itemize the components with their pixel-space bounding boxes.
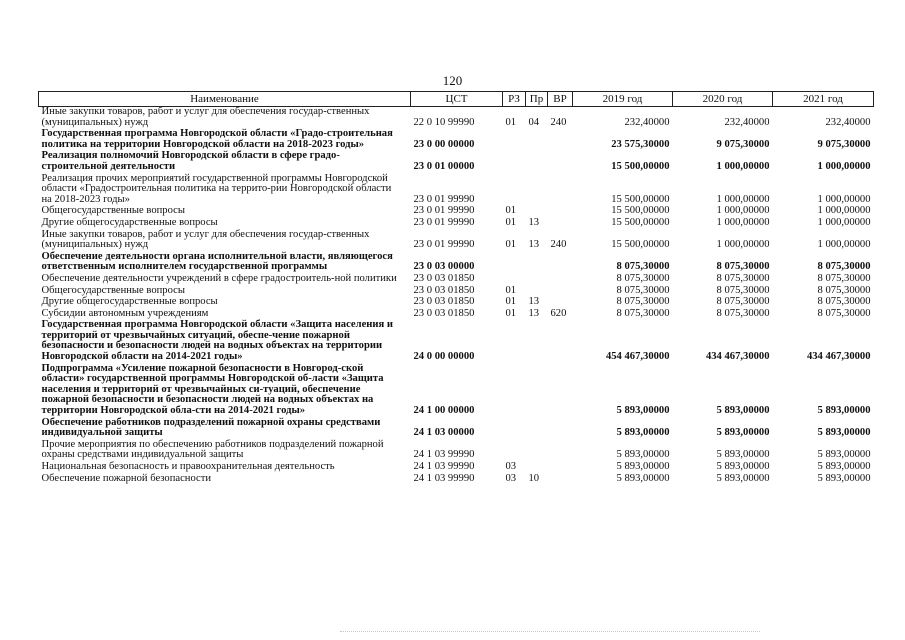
row-cst-cell: 24 1 03 99990 [413, 461, 475, 472]
row-cst-cell: 23 0 01 00000 [413, 160, 475, 172]
row-2020-cell: 8 075,30000 [716, 272, 770, 284]
row-vr-cell [548, 274, 573, 286]
table-row [39, 320, 874, 363]
row-2020-cell: 232,40000 [724, 116, 770, 128]
row-2021-cell: 5 893,00000 [817, 461, 871, 472]
col-header-2020: 2020 год [673, 92, 773, 107]
row-rz-cell: 03 [505, 461, 517, 472]
row-2021-cell: 434 467,30000 [806, 351, 871, 363]
row-2020-cell: 1 000,00000 [716, 239, 770, 251]
row-name-cell: Другие общегосударственные вопросы [41, 216, 218, 228]
row-name-cell: Обеспечение деятельности учреждений в сфере градостроитель-ной политики [41, 272, 397, 284]
row-name-cell: Другие общегосударственные вопросы [41, 296, 218, 308]
row-2020-cell: 5 893,00000 [716, 449, 770, 461]
row-vr-cell [548, 320, 573, 363]
row-rz-cell: 01 [505, 239, 517, 251]
row-2020-cell: 8 075,30000 [716, 284, 770, 296]
row-cst-cell: 23 0 01 99990 [413, 205, 475, 217]
row-2021-cell: 1 000,00000 [817, 216, 871, 228]
row-pr-cell [526, 462, 548, 474]
table-body [39, 107, 874, 486]
row-cst-cell: 24 0 00 00000 [413, 351, 475, 363]
row-vr-cell [548, 418, 573, 440]
row-cst-cell: 24 1 03 99990 [413, 472, 475, 484]
row-2021-cell: 1 000,00000 [817, 239, 871, 251]
row-pr-cell: 13 [528, 216, 540, 228]
row-rz-cell: 01 [505, 284, 517, 296]
row-2020-cell: 1 000,00000 [716, 216, 770, 228]
row-vr-cell [548, 218, 573, 230]
row-2019-cell: 15 500,00000 [611, 239, 670, 251]
row-2021-cell: 1 000,00000 [817, 193, 871, 205]
row-name-cell: Обеспечение пожарной безопасности [41, 472, 212, 484]
row-2019-cell: 5 893,00000 [616, 449, 670, 461]
row-cst-cell: 23 0 01 99990 [413, 216, 475, 228]
row-rz-cell [503, 418, 526, 440]
row-vr-cell [548, 151, 573, 173]
row-rz-cell [503, 274, 526, 286]
row-name-cell: Обеспечение деятельности органа исполнительной власти, являющегося ответственным исполнителем государственной программы [41, 250, 393, 273]
row-2020-cell: 5 893,00000 [716, 427, 770, 439]
table-row [39, 418, 874, 440]
row-2019-cell: 8 075,30000 [616, 284, 670, 296]
row-cst-cell: 23 0 01 99990 [413, 193, 475, 205]
row-name-cell: Общегосударственные вопросы [41, 284, 185, 296]
row-2021-cell: 1 000,00000 [817, 160, 871, 172]
row-vr-cell [548, 474, 573, 486]
row-vr-cell: 240 [550, 239, 567, 251]
row-cst-cell: 24 1 03 00000 [413, 427, 475, 439]
row-2019-cell: 23 575,30000 [611, 138, 670, 150]
row-name-cell: Национальная безопасность и правоохранительная деятельность [41, 461, 335, 472]
row-pr-cell: 04 [528, 116, 540, 128]
row-2019-cell: 5 893,00000 [616, 405, 670, 417]
row-vr-cell [548, 364, 573, 418]
row-cst-cell: 23 0 03 00000 [413, 261, 475, 273]
row-2019-cell: 15 500,00000 [611, 193, 670, 205]
table-row [39, 297, 874, 309]
row-pr-cell: 10 [528, 472, 540, 484]
row-pr-cell [526, 364, 548, 418]
row-2020-cell: 8 075,30000 [716, 261, 770, 273]
row-2021-cell: 1 000,00000 [817, 205, 871, 217]
row-vr-cell [548, 252, 573, 274]
row-cst-cell: 23 0 03 01850 [413, 307, 475, 319]
row-2019-cell: 15 500,00000 [611, 205, 670, 217]
row-2021-cell: 5 893,00000 [817, 449, 871, 461]
row-2019-cell: 8 075,30000 [616, 272, 670, 284]
row-vr-cell: 240 [550, 116, 567, 128]
row-cst-cell: 23 0 00 00000 [413, 138, 475, 150]
row-2021-cell: 5 893,00000 [817, 405, 871, 417]
row-vr-cell [548, 174, 573, 207]
row-name-cell: Реализация прочих мероприятий государственной программы Новгородской области «Градостроительная политика на террито-рии Новгородской области на 2018-2023 годы» [41, 172, 392, 205]
row-2021-cell: 8 075,30000 [817, 272, 871, 284]
row-pr-cell: 13 [528, 307, 540, 319]
row-rz-cell [503, 320, 526, 363]
table-row [39, 274, 874, 286]
table-row [39, 474, 874, 486]
row-pr-cell [526, 440, 548, 462]
row-vr-cell [548, 440, 573, 462]
row-2020-cell: 5 893,00000 [716, 472, 770, 484]
row-name-cell: Иные закупки товаров, работ и услуг для обеспечения государ-ственных (муниципальных) нужд [41, 228, 370, 251]
table-row [39, 107, 874, 130]
row-cst-cell: 23 0 03 01850 [413, 296, 475, 308]
table-row [39, 364, 874, 418]
row-2019-cell: 5 893,00000 [616, 461, 670, 472]
row-rz-cell: 01 [505, 307, 517, 319]
row-2021-cell: 5 893,00000 [817, 472, 871, 484]
row-2020-cell: 8 075,30000 [716, 307, 770, 319]
row-vr-cell [548, 286, 573, 298]
row-cst-cell: 23 0 03 01850 [413, 284, 475, 296]
table-row [39, 462, 874, 474]
col-header-pr: Пр [526, 92, 548, 107]
row-rz-cell [503, 440, 526, 462]
row-2021-cell: 232,40000 [825, 116, 871, 128]
table-row [39, 151, 874, 173]
row-rz-cell [503, 151, 526, 173]
row-pr-cell [526, 129, 548, 151]
row-2019-cell: 15 500,00000 [611, 160, 670, 172]
row-name-cell: Подпрограмма «Усиление пожарной безопасности в Новгород-ской области» государственной программы Новгородской об-ласти «Защита населения и территорий от чрезвычайных си-туаций, обеспечение пожарной безопасности и безопасности людей на водных объектах на территории Новгородской обла-сти на 2014-2021 годы» [41, 362, 384, 417]
table-row [39, 174, 874, 207]
row-2020-cell: 9 075,30000 [716, 138, 770, 150]
row-2020-cell: 8 075,30000 [716, 296, 770, 308]
table-row [39, 129, 874, 151]
row-2020-cell: 5 893,00000 [716, 405, 770, 417]
col-header-vr: ВР [548, 92, 573, 107]
row-name-cell: Обеспечение работников подразделений пожарной охраны средствами индивидуальной защиты [41, 416, 381, 439]
table-row [39, 218, 874, 230]
row-name-cell: Иные закупки товаров, работ и услуг для обеспечения государ-ственных (муниципальных) нужд [41, 106, 370, 128]
row-2019-cell: 8 075,30000 [616, 296, 670, 308]
row-2019-cell: 15 500,00000 [611, 216, 670, 228]
table-row [39, 440, 874, 462]
col-header-name: Наименование [39, 92, 411, 107]
row-2021-cell: 8 075,30000 [817, 284, 871, 296]
row-cst-cell: 23 0 01 99990 [413, 239, 475, 251]
row-pr-cell [526, 418, 548, 440]
row-name-cell: Государственная программа Новгородской области «Градо-строительная политика на территории Новгородской области на 2018-2023 годы» [41, 128, 393, 150]
row-cst-cell: 23 0 03 01850 [413, 272, 475, 284]
row-2019-cell: 8 075,30000 [616, 307, 670, 319]
row-cst-cell: 24 1 03 99990 [413, 449, 475, 461]
row-rz-cell: 01 [505, 116, 517, 128]
row-name-cell: Общегосударственные вопросы [41, 205, 185, 217]
row-2019-cell: 8 075,30000 [616, 261, 670, 273]
row-rz-cell: 03 [505, 472, 517, 484]
row-2021-cell: 8 075,30000 [817, 261, 871, 273]
row-2021-cell: 8 075,30000 [817, 307, 871, 319]
row-pr-cell [526, 252, 548, 274]
row-vr-cell [548, 129, 573, 151]
row-name-cell: Реализация полномочий Новгородской области в сфере градо-строительной деятельности [41, 150, 340, 172]
page-bottom-divider [340, 631, 760, 632]
row-2021-cell: 8 075,30000 [817, 296, 871, 308]
row-rz-cell [503, 364, 526, 418]
row-pr-cell [526, 174, 548, 207]
col-header-cst: ЦСТ [411, 92, 503, 107]
row-rz-cell: 01 [505, 205, 517, 217]
table-row [39, 252, 874, 274]
row-2020-cell: 1 000,00000 [716, 205, 770, 217]
row-rz-cell [503, 174, 526, 207]
budget-table [38, 91, 874, 485]
row-vr-cell [548, 206, 573, 218]
row-pr-cell [526, 320, 548, 363]
row-vr-cell: 620 [550, 307, 567, 319]
row-cst-cell: 22 0 10 99990 [413, 116, 475, 128]
row-2020-cell: 5 893,00000 [716, 461, 770, 472]
row-2019-cell: 454 467,30000 [605, 351, 670, 363]
row-vr-cell [548, 297, 573, 309]
col-header-2021: 2021 год [773, 92, 874, 107]
table-header-row [39, 92, 874, 107]
row-cst-cell: 24 1 00 00000 [413, 405, 475, 417]
row-2021-cell: 5 893,00000 [817, 427, 871, 439]
row-2019-cell: 5 893,00000 [616, 427, 670, 439]
row-vr-cell [548, 462, 573, 474]
page-number: 120 [442, 73, 463, 88]
row-rz-cell [503, 252, 526, 274]
row-name-cell: Прочие мероприятия по обеспечению работников подразделений пожарной охраны средствами индивидуальной защиты [41, 438, 384, 461]
row-name-cell: Субсидии автономным учреждениям [41, 307, 209, 319]
col-header-rz: РЗ [503, 92, 526, 107]
col-header-2019: 2019 год [573, 92, 673, 107]
row-name-cell: Государственная программа Новгородской области «Защита населения и территорий от чрезвычайных ситуаций, обеспе-чение пожарной безопасности и безопасности людей на водных объектах на территории Новгородской области на 2014-2021 годы» [41, 319, 393, 363]
row-2021-cell: 9 075,30000 [817, 138, 871, 150]
row-pr-cell [526, 274, 548, 286]
table-row [39, 230, 874, 252]
row-rz-cell: 01 [505, 216, 517, 228]
row-2020-cell: 434 467,30000 [705, 351, 770, 363]
row-2020-cell: 1 000,00000 [716, 160, 770, 172]
row-rz-cell: 01 [505, 296, 517, 308]
row-rz-cell [503, 129, 526, 151]
row-pr-cell: 13 [528, 239, 540, 251]
row-2019-cell: 5 893,00000 [616, 472, 670, 484]
row-pr-cell: 13 [528, 296, 540, 308]
row-2019-cell: 232,40000 [624, 116, 670, 128]
row-pr-cell [526, 151, 548, 173]
row-2020-cell: 1 000,00000 [716, 193, 770, 205]
